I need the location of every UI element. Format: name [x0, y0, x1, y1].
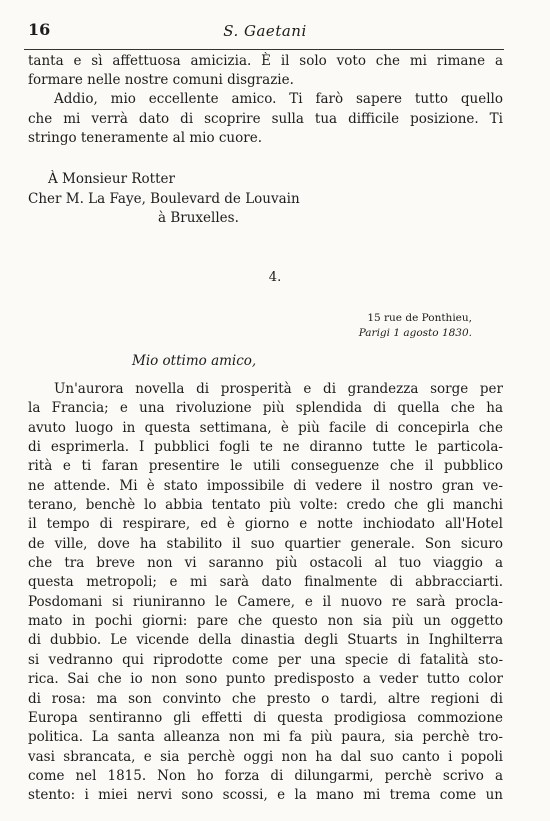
text-line: che mi verrà dato di scoprire sulla tua difficile posizione. Ti	[28, 110, 503, 127]
text-line: formare nelle nostre comuni disgrazie.	[28, 72, 294, 89]
page-header	[28, 20, 502, 46]
text-line: come nel 1815. Non ho forza di dilungarmi, perchè scrivo a	[28, 767, 503, 784]
text-line: Posdomani si riuniranno le Camere, e il nuovo re sarà procla-	[28, 593, 503, 610]
letter-body	[28, 380, 503, 806]
text-line: terano, benchè lo abbia tentato più volte: credo che gli manchi	[28, 497, 503, 514]
address-block	[28, 170, 300, 229]
letter-number: 4.	[268, 270, 282, 285]
text-line: la Francia; e una rivoluzione più splendida di quella che ha	[28, 400, 503, 417]
text-line: si vedranno qui riprodotte come per una specie di fatalità sto-	[28, 651, 503, 668]
dateline-date: Parigi 1 agosto 1830.	[358, 327, 472, 339]
page-number: 16	[28, 20, 51, 39]
text-line: stento: i miei nervi sono scossi, e la mano mi trema come un	[28, 787, 503, 804]
text-line: Addio, mio eccellente amico. Ti farò sapere tutto quello	[54, 91, 503, 108]
text-line: di dubbio. Le vicende della dinastia degli Stuarts in Inghilterra	[28, 632, 503, 649]
text-line: avuto luogo in questa settimana, è più facile di concepirla che	[28, 419, 503, 436]
address-line: Cher M. La Faye, Boulevard de Louvain	[28, 190, 300, 207]
text-line: Un'aurora novella di prosperità e di grandezza sorge per	[54, 381, 503, 397]
text-line: rità e ti faran presentire le utili conseguenze che il pubblico	[28, 458, 503, 475]
dateline-address: 15 rue de Ponthieu,	[367, 312, 472, 324]
text-line: di esprimerla. I pubblici fogli te ne diranno tutte le particola-	[28, 439, 503, 456]
running-head: S. Gaetani	[223, 22, 307, 40]
salutation: Mio ottimo amico,	[132, 353, 257, 369]
text-line: de ville, dove ha stabilito il suo quartier generale. Son sicuro	[28, 535, 503, 552]
text-line: questa metropoli; e mi sarà dato finalmente di abbracciarti.	[28, 574, 503, 591]
header-rule	[24, 49, 504, 50]
text-line: vasi sbrancata, e sia perchè oggi non ha dal suo canto i popoli	[28, 748, 503, 765]
text-line: ne attende. Mi è stato impossibile di vedere il nostro gran ve-	[28, 477, 503, 494]
dateline	[359, 311, 472, 341]
text-line: stringo teneramente al mio cuore.	[28, 129, 262, 146]
text-line: che tra breve non vi saranno più ostacoli al tuo viaggio a	[28, 555, 503, 572]
text-line: mato in pochi giorni: pare che questo non sia più un oggetto	[28, 613, 503, 630]
text-line: politica. La santa alleanza non mi fa più paura, sia perchè tro-	[28, 729, 503, 746]
text-line: tanta e sì affettuosa amicizia. È il solo voto che mi rimane a	[28, 53, 503, 69]
address-line: à Bruxelles.	[158, 210, 239, 226]
text-line: rica. Sai che io non sono punto predisposto a veder tutto color	[28, 671, 503, 688]
previous-letter-ending	[28, 52, 503, 148]
text-line: il tempo di respirare, ed è giorno e notte inchiodato all'Hotel	[28, 516, 503, 533]
text-line: di rosa: ma son convinto che presto o tardi, altre regioni di	[28, 690, 503, 707]
text-line: Europa sentiranno gli effetti di questa prodigiosa commozione	[28, 709, 503, 726]
address-line: À Monsieur Rotter	[48, 171, 175, 187]
